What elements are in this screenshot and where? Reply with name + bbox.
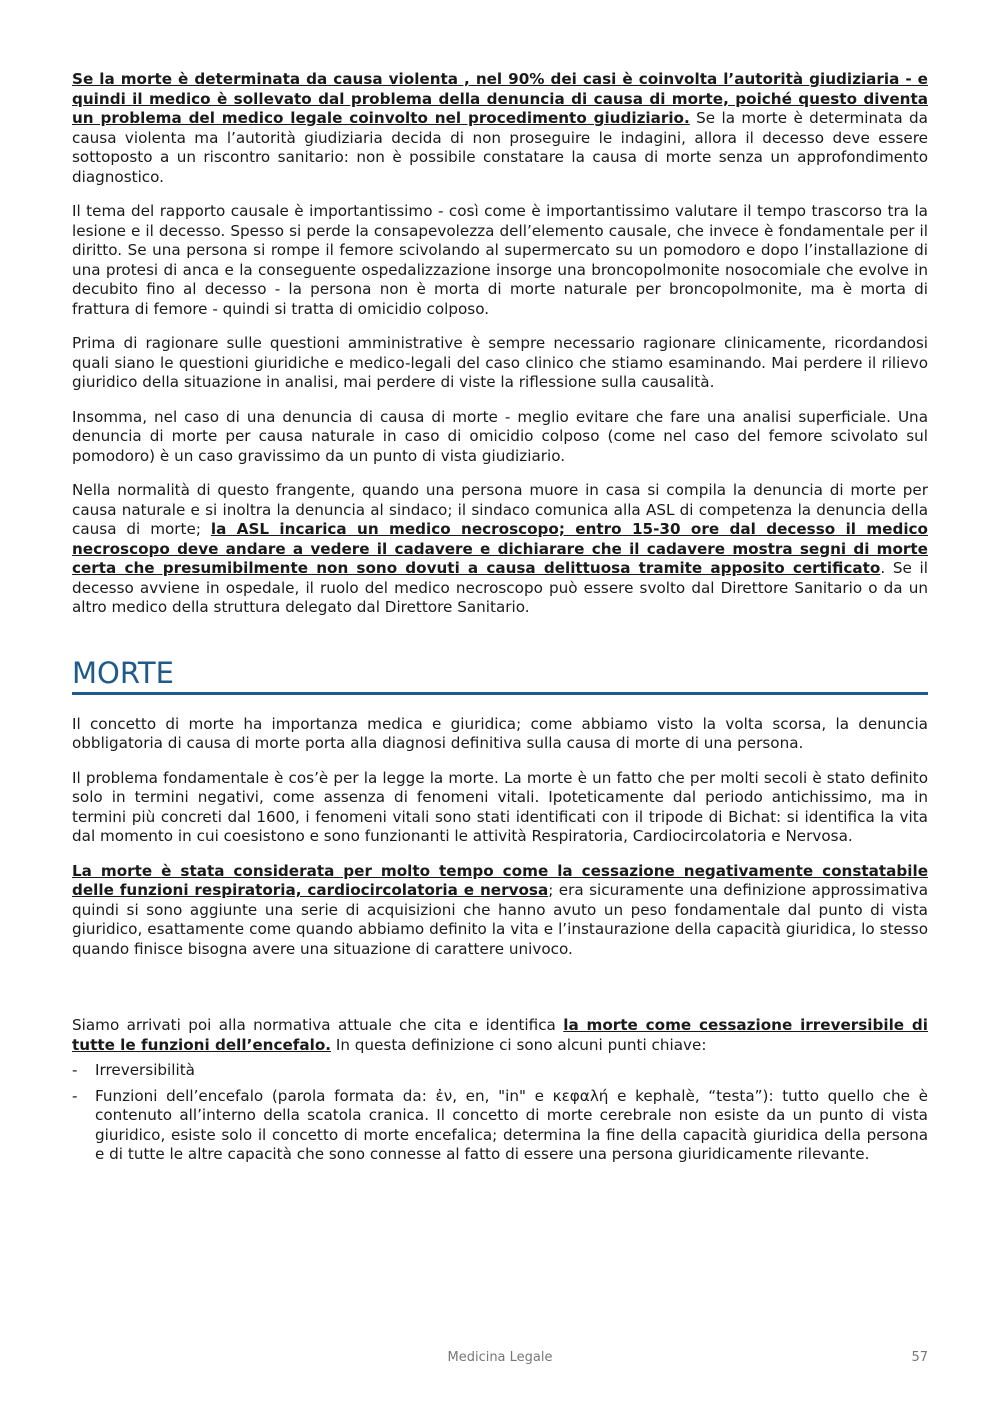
paragraph-text: ; era sicuramente una definizione approssimativa quindi si sono aggiunte una serie di acquisizioni che hanno avuto un peso fondamentale dal punto di vista giuridico, esattamente come quando abbiamo definito la vita e l’instaurazione della capacità giuridica, lo stesso quando finisce bisogna avere una situazione di carattere univoco. [72,881,928,958]
list-item-text: Funzioni dell’encefalo (parola formata da: ἐν, en, "in" e κεφαλή e kephalè, “testa”): tutto quello che è contenuto all’interno della scatola cranica. Il concetto di morte cerebrale non esiste da un punto di vista giuridico, esiste solo il concetto di morte encefalica; determina la fine della capacità giuridica della persona e di tutte le altre capacità che sono connesse al fatto di essere una persona giuridicamente rilevante. [95,1086,928,1163]
highlighted-text: la morte come cessazione irreversibile di tutte le funzioni dell’encefalo. [72,1016,928,1054]
list-item [72,1061,928,1081]
section-heading-wrapper [72,656,928,695]
paragraph-necroscope [72,481,928,618]
paragraph-causal-relation: Il tema del rapporto causale è importantissimo - così come è importantissimo valutare il tempo trascorso tra la lesione e il decesso. Spesso si perde la consapevolezza dell’elemento causale, che invece è fondamentale per il diritto. Se una persona si rompe il femore scivolando al supermercato su un pomodoro e dopo l’installazione di una protesi di anca e la conseguente ospedalizzazione insorge una broncopolmonite nosocomiale che evolve in decubito fino al decesso - la persona non è morta di morte naturale per broncopolmonite, ma è morta di frattura di femore - quindi si tratta di omicidio colposo. [72,202,928,318]
document-body [72,70,928,1171]
paragraph-superficial-analysis: Insomma, nel caso di una denuncia di causa di morte - meglio evitare che fare una analisi superficiale. Una denuncia di morte per causa naturale in caso di omicidio colposo (come nel caso del femore scivolato sul pomodoro) è un caso gravissimo da un punto di vista giudiziario. [72,407,928,465]
paragraph-text: Se la morte è determinata da causa violenta ma l’autorità giudiziaria decida di non proseguire le indagini, allora il decesso deve essere sottoposto a un riscontro sanitario: non è possibile constatare la causa di morte senza un approfondimento diagnostico. [72,109,928,186]
paragraph-death-law: Il problema fondamentale è cos’è per la legge la morte. La morte è un fatto che per molti secoli è stato definito solo in termini negativi, come assenza di fenomeni vitali. Ipoteticamente dal periodo antichissimo, ma in termini più concreti dal 1600, i fenomeni vitali sono stati identificati con il tripode di Bichat: si identifica la vita dal momento in cui coesistono e sono funzionanti le attività Respiratoria, Cardiocircolatoria e Nervosa. [72,768,928,845]
paragraph-text: Siamo arrivati poi alla normativa attuale che cita e identifica [72,1016,564,1034]
list-item [72,1087,928,1165]
paragraph-current-law [72,1016,928,1055]
paragraph-death-definition [72,862,928,960]
highlighted-text: la ASL incarica un medico necroscopo; entro 15-30 ore dal decesso il medico necroscopo deve andare a vedere il cadavere e dichiarare che il cadavere mostra segni di morte certa che presumibilmente non sono dovuti a causa delittuosa tramite apposito certificato [72,520,928,577]
page-number: 57 [911,1350,928,1365]
dash-bullet: - [72,1086,78,1105]
footer-title: Medicina Legale [447,1350,553,1365]
dash-bullet: - [72,1061,78,1079]
highlighted-text: La morte è stata considerata per molto tempo come la cessazione negativamente constatabile delle funzioni respiratoria, cardiocircolatoria e nervosa [72,861,928,899]
paragraph-text: Nella normalità di questo frangente, quando una persona muore in casa si compila la denuncia di morte per causa naturale e si inoltra la denuncia al sindaco; il sindaco comunica alla ASL di competenza la denuncia della causa di morte; [72,481,928,538]
paragraph-violent-death [72,70,928,187]
paragraph-clinical-reasoning: Prima di ragionare sulle questioni amministrative è sempre necessario ragionare clinicamente, ricordandosi quali siano le questioni giuridiche e medico-legali del caso clinico che stiamo esaminando. Mai perdere il rilievo giuridico della situazione in analisi, mai perdere di viste la riflessione sulla causalità. [72,334,928,391]
key-points-list [72,1061,928,1165]
highlighted-text: Se la morte è determinata da causa violenta , nel 90% dei casi è coinvolta l’autorità giudiziaria - e quindi il medico è sollevato dal problema della denuncia di causa di morte, poiché questo diventa un problema del medico legale coinvolto nel procedimento giudiziario. [72,70,928,127]
list-item-text: Irreversibilità [95,1061,195,1079]
paragraph-text: In questa definizione ci sono alcuni punti chiave: [331,1035,707,1054]
paragraph-text: . Se il decesso avviene in ospedale, il ruolo del medico necroscopo può essere svolto dal Direttore Sanitario o da un altro medico della struttura delegato dal Direttore Sanitario. [72,559,928,616]
paragraph-death-concept: Il concetto di morte ha importanza medica e giuridica; come abbiamo visto la volta scorsa, la denuncia obbligatoria di causa di morte porta alla diagnosi definitiva sulla causa di morte di una persona. [72,714,928,752]
blank-space [72,974,928,1016]
section-heading: MORTE [72,656,928,695]
